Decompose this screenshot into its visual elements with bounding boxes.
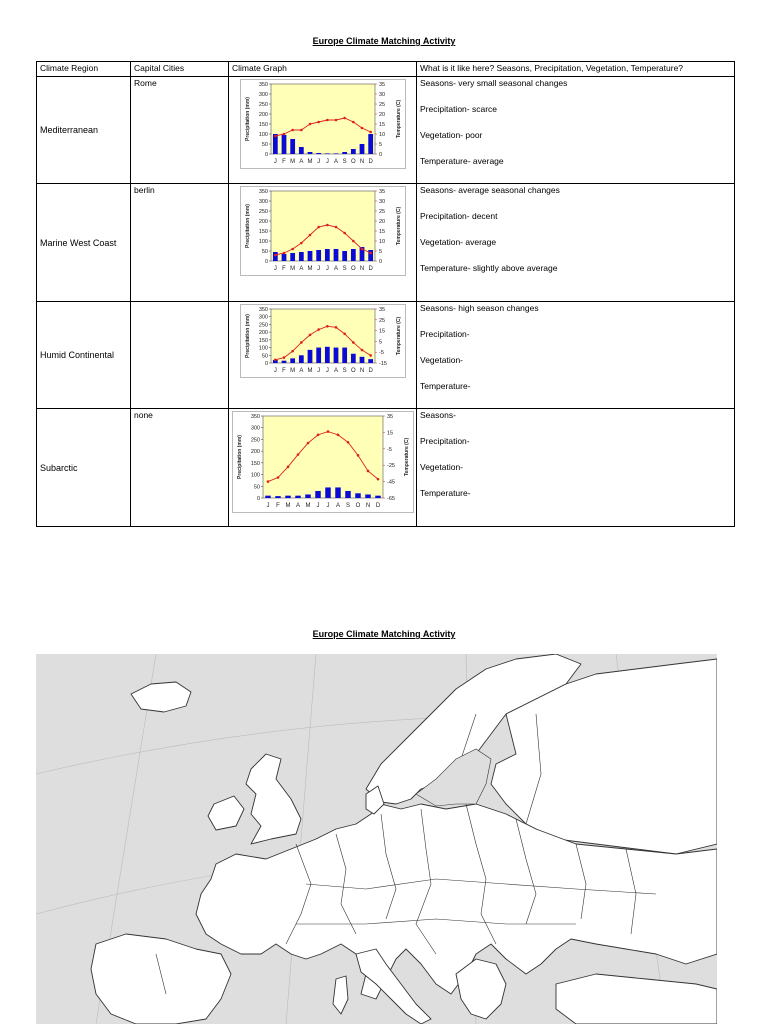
table-header-row (37, 62, 735, 77)
europe-outline-map (36, 654, 717, 1024)
month-label: A (333, 266, 338, 272)
precipitation-bar (305, 494, 311, 498)
month-label: O (350, 368, 356, 374)
temp-tick-label: 25 (378, 102, 385, 108)
month-label: A (333, 159, 338, 165)
europe-map-svg (36, 654, 717, 1024)
temperature-text: Temperature- average (420, 156, 504, 166)
temp-tick-label: 15 (386, 430, 393, 437)
precipitation-bar (342, 348, 347, 363)
month-label: A (333, 368, 338, 374)
table-row (37, 302, 735, 409)
temperature-point (376, 478, 379, 481)
precipitation-bar (333, 153, 338, 154)
precipitation-axis-label: Precipitation (mm) (236, 435, 243, 479)
month-label: D (367, 266, 373, 272)
precipitation-bar (265, 496, 271, 498)
month-label: M (289, 159, 295, 165)
month-label: J (316, 368, 320, 374)
temperature-point (369, 131, 372, 134)
climate-graph-mediterranean (240, 79, 406, 169)
precip-tick-label: 250 (258, 322, 268, 329)
page-title: Europe Climate Matching Activity (312, 36, 456, 46)
month-label: J (325, 159, 329, 165)
precipitation-bar (290, 253, 295, 261)
seasons-text: Seasons- very small seasonal changes (420, 78, 568, 88)
table-row (37, 77, 735, 184)
precip-tick-label: 300 (258, 92, 268, 98)
temperature-text: Temperature- (420, 488, 471, 498)
description-cell (417, 409, 735, 527)
precipitation-bar (295, 496, 301, 498)
precip-tick-label: 300 (258, 199, 268, 205)
month-label: M (285, 503, 290, 509)
description-cell (417, 302, 735, 409)
precip-tick-label: 0 (264, 152, 268, 158)
description-cell (417, 77, 735, 184)
header-climate-graph: Climate Graph (229, 62, 417, 77)
header-capital-cities: Capital Cities (131, 62, 229, 77)
month-label: M (289, 368, 295, 374)
precip-tick-label: 150 (258, 337, 268, 344)
temperature-point (334, 119, 337, 122)
temperature-point (317, 328, 320, 331)
precipitation-bar (290, 139, 295, 154)
temp-tick-label: 25 (378, 317, 385, 324)
temperature-point (306, 442, 309, 445)
header-description: What is it like here? Seasons, Precipitation, Vegetation, Temperature? (417, 62, 735, 77)
precipitation-text: Precipitation- (420, 329, 470, 339)
precipitation-axis-label: Precipitation (mm) (244, 97, 251, 141)
precipitation-axis-label: Precipitation (mm) (244, 314, 251, 358)
precip-tick-label: 300 (250, 425, 260, 432)
precip-tick-label: 0 (264, 361, 268, 367)
month-label: A (335, 503, 340, 509)
temperature-point (343, 232, 346, 235)
month-label: J (316, 159, 320, 165)
header-climate-region: Climate Region (37, 62, 131, 77)
temp-tick-label: 10 (378, 132, 385, 138)
precipitation-text: Precipitation- (420, 436, 470, 446)
temp-tick-label: 35 (378, 307, 385, 313)
month-label: A (298, 159, 303, 165)
precip-tick-label: 50 (261, 142, 268, 148)
temp-tick-label: 5 (378, 249, 382, 255)
map-title: Europe Climate Matching Activity (312, 629, 456, 639)
graph-cell (229, 77, 417, 184)
region-name: Subarctic (37, 409, 131, 527)
temperature-point (356, 454, 359, 457)
climate-graph-humid-continental (240, 304, 406, 378)
temp-tick-label: 35 (378, 189, 385, 195)
month-label: O (355, 503, 360, 509)
precip-tick-label: 200 (258, 219, 268, 225)
precipitation-axis-label: Precipitation (mm) (244, 204, 251, 248)
temp-tick-label: 35 (386, 414, 393, 420)
temp-tick-label: -65 (386, 496, 395, 502)
temperature-point (291, 248, 294, 251)
seasons-text: Seasons- (420, 410, 456, 420)
precip-tick-label: 0 (264, 259, 268, 265)
temperature-point (346, 441, 349, 444)
vegetation-text: Vegetation- (420, 355, 464, 365)
temperature-point (336, 434, 339, 437)
temperature-point (286, 466, 289, 469)
precip-tick-label: 150 (258, 229, 268, 235)
precipitation-bar (281, 361, 286, 363)
temperature-text: Temperature- (420, 381, 471, 391)
month-label: F (281, 159, 286, 165)
temperature-point (317, 121, 320, 124)
precipitation-bar (298, 147, 303, 154)
month-label: F (281, 368, 286, 374)
month-label: N (359, 368, 364, 374)
seasons-text: Seasons- high season changes (420, 303, 539, 313)
temperature-text: Temperature- slightly above average (420, 263, 558, 273)
temperature-point (352, 240, 355, 243)
precipitation-bar (324, 249, 329, 261)
month-label: J (273, 159, 277, 165)
precipitation-text: Precipitation- decent (420, 211, 498, 221)
precip-tick-label: 350 (250, 414, 260, 420)
temp-tick-label: -25 (386, 463, 395, 470)
month-label: D (367, 159, 373, 165)
precipitation-bar (298, 355, 303, 363)
precipitation-bar (350, 354, 355, 363)
temperature-axis-label: Temperature (C) (403, 437, 410, 477)
temperature-point (282, 356, 285, 359)
temperature-point (326, 430, 329, 433)
temperature-point (266, 480, 269, 483)
temp-tick-label: 25 (378, 209, 385, 215)
month-label: S (342, 368, 347, 374)
month-label: N (359, 159, 364, 165)
table-row (37, 184, 735, 302)
precipitation-bar (333, 249, 338, 261)
temp-tick-label: 20 (378, 219, 385, 225)
temperature-point (291, 350, 294, 353)
precip-tick-label: 150 (250, 460, 260, 467)
month-label: S (345, 503, 350, 509)
month-label: J (273, 266, 277, 272)
temperature-point (282, 252, 285, 255)
temperature-point (369, 354, 372, 357)
temperature-point (300, 129, 303, 132)
month-label: O (350, 159, 356, 165)
climate-graph-marine-west-coast (240, 186, 406, 276)
temperature-axis-label: Temperature (C) (395, 206, 402, 246)
precipitation-bar (368, 359, 373, 363)
precipitation-bar (316, 250, 321, 261)
temperature-point (360, 127, 363, 130)
month-label: J (325, 266, 329, 272)
month-label: M (289, 266, 295, 272)
temp-tick-label: 30 (378, 199, 385, 205)
temperature-point (334, 226, 337, 229)
precipitation-bar (359, 144, 364, 154)
precip-tick-label: 200 (258, 112, 268, 118)
temperature-point (326, 119, 329, 122)
precip-tick-label: 0 (256, 496, 260, 502)
table-row (37, 409, 735, 527)
temp-tick-label: 5 (378, 142, 382, 148)
month-label: J (316, 503, 319, 509)
temp-tick-label: 15 (378, 328, 385, 335)
temp-tick-label: 20 (378, 112, 385, 118)
temp-tick-label: 0 (378, 152, 382, 158)
month-label: N (359, 266, 364, 272)
month-label: M (307, 368, 312, 374)
month-label: N (365, 503, 370, 509)
month-label: J (273, 368, 277, 374)
precipitation-bar (272, 252, 277, 261)
temp-tick-label: -5 (378, 350, 384, 357)
temperature-axis-label: Temperature (C) (395, 99, 402, 139)
plot-area (271, 309, 375, 363)
temperature-point (316, 434, 319, 437)
region-name: Marine West Coast (37, 184, 131, 302)
temp-tick-label: 15 (378, 229, 385, 235)
month-label: S (342, 266, 347, 272)
temperature-point (300, 341, 303, 344)
region-name: Mediterranean (37, 77, 131, 184)
precipitation-bar (350, 149, 355, 154)
graph-cell (229, 184, 417, 302)
temperature-point (343, 117, 346, 120)
temperature-point (308, 334, 311, 337)
capital-city: Rome (131, 77, 229, 184)
month-label: J (325, 368, 329, 374)
precip-tick-label: 350 (258, 189, 268, 195)
precipitation-bar (316, 348, 321, 363)
precipitation-bar (324, 347, 329, 363)
precipitation-bar (335, 487, 341, 498)
temperature-point (352, 121, 355, 124)
precipitation-bar (307, 350, 312, 363)
temperature-point (334, 326, 337, 329)
precip-tick-label: 300 (258, 314, 268, 321)
vegetation-text: Vegetation- poor (420, 130, 483, 140)
precipitation-bar (285, 496, 291, 498)
precip-tick-label: 200 (250, 449, 260, 456)
month-label: S (342, 159, 347, 165)
precip-tick-label: 250 (250, 437, 260, 444)
precip-tick-label: 250 (258, 102, 268, 108)
precipitation-bar (355, 493, 361, 498)
temp-tick-label: 5 (378, 339, 382, 346)
precipitation-bar (290, 358, 295, 363)
precipitation-bar (350, 249, 355, 261)
temperature-point (274, 254, 277, 257)
temperature-point (360, 349, 363, 352)
precip-tick-label: 50 (253, 484, 260, 491)
temperature-point (360, 248, 363, 251)
precipitation-bar (325, 487, 331, 498)
month-label: F (275, 503, 280, 509)
temperature-point (296, 453, 299, 456)
month-label: M (307, 266, 312, 272)
climate-graph-subarctic (232, 411, 414, 513)
temp-tick-label: -45 (386, 479, 395, 486)
precipitation-bar (298, 252, 303, 261)
month-label: J (326, 503, 329, 509)
precipitation-bar (368, 250, 373, 261)
capital-city: none (131, 409, 229, 527)
precipitation-bar (359, 357, 364, 363)
capital-city (131, 302, 229, 409)
capital-city: berlin (131, 184, 229, 302)
precipitation-bar (365, 494, 371, 498)
temperature-axis-label: Temperature (C) (395, 316, 402, 356)
graph-cell (229, 302, 417, 409)
precip-tick-label: 100 (258, 239, 268, 245)
temperature-point (308, 234, 311, 237)
temp-tick-label: 30 (378, 92, 385, 98)
precipitation-bar (307, 251, 312, 261)
month-label: F (281, 266, 286, 272)
month-label: A (298, 368, 303, 374)
precipitation-bar (345, 491, 351, 498)
temperature-point (352, 341, 355, 344)
precip-tick-label: 200 (258, 330, 268, 337)
precipitation-bar (316, 153, 321, 154)
precipitation-bar (342, 152, 347, 154)
precip-tick-label: 250 (258, 209, 268, 215)
temperature-point (326, 224, 329, 227)
precipitation-text: Precipitation- scarce (420, 104, 498, 114)
precip-tick-label: 50 (261, 249, 268, 255)
precipitation-bar (324, 153, 329, 154)
temp-tick-label: -15 (378, 361, 387, 367)
precipitation-bar (281, 135, 286, 154)
temperature-point (317, 226, 320, 229)
precipitation-bar (342, 251, 347, 261)
graph-cell (229, 409, 417, 527)
precip-tick-label: 100 (250, 472, 260, 479)
precipitation-bar (333, 348, 338, 363)
temp-tick-label: 15 (378, 122, 385, 128)
month-label: O (350, 266, 356, 272)
month-label: J (266, 503, 269, 509)
month-label: M (307, 159, 312, 165)
precipitation-bar (281, 254, 286, 261)
precipitation-bar (307, 152, 312, 154)
temp-tick-label: 0 (378, 259, 382, 265)
precip-tick-label: 350 (258, 82, 268, 88)
precipitation-bar (368, 134, 373, 154)
region-name: Humid Continental (37, 302, 131, 409)
temperature-point (291, 129, 294, 132)
temp-tick-label: 35 (378, 82, 385, 88)
month-label: D (367, 368, 373, 374)
temperature-point (274, 358, 277, 361)
temperature-point (282, 133, 285, 136)
month-label: J (316, 266, 320, 272)
precip-tick-label: 50 (261, 353, 268, 360)
plot-area (271, 84, 375, 154)
temperature-point (326, 325, 329, 328)
temperature-point (369, 252, 372, 255)
month-label: A (295, 503, 300, 509)
month-label: D (375, 503, 380, 509)
temperature-point (274, 135, 277, 138)
precipitation-bar (315, 491, 321, 498)
month-label: A (298, 266, 303, 272)
precipitation-bar (275, 496, 281, 498)
plot-area (263, 416, 383, 498)
temperature-point (300, 242, 303, 245)
climate-table (36, 61, 735, 527)
temp-tick-label: -5 (386, 446, 392, 453)
temp-tick-label: 10 (378, 239, 385, 245)
temperature-point (343, 333, 346, 336)
seasons-text: Seasons- average seasonal changes (420, 185, 560, 195)
precip-tick-label: 100 (258, 132, 268, 138)
month-label: M (305, 503, 310, 509)
description-cell (417, 184, 735, 302)
precip-tick-label: 350 (258, 307, 268, 313)
vegetation-text: Vegetation- average (420, 237, 497, 247)
vegetation-text: Vegetation- (420, 462, 464, 472)
temperature-point (308, 123, 311, 126)
precip-tick-label: 150 (258, 122, 268, 128)
temperature-point (276, 476, 279, 479)
temperature-point (366, 470, 369, 473)
precipitation-bar (375, 496, 381, 498)
precip-tick-label: 100 (258, 345, 268, 352)
